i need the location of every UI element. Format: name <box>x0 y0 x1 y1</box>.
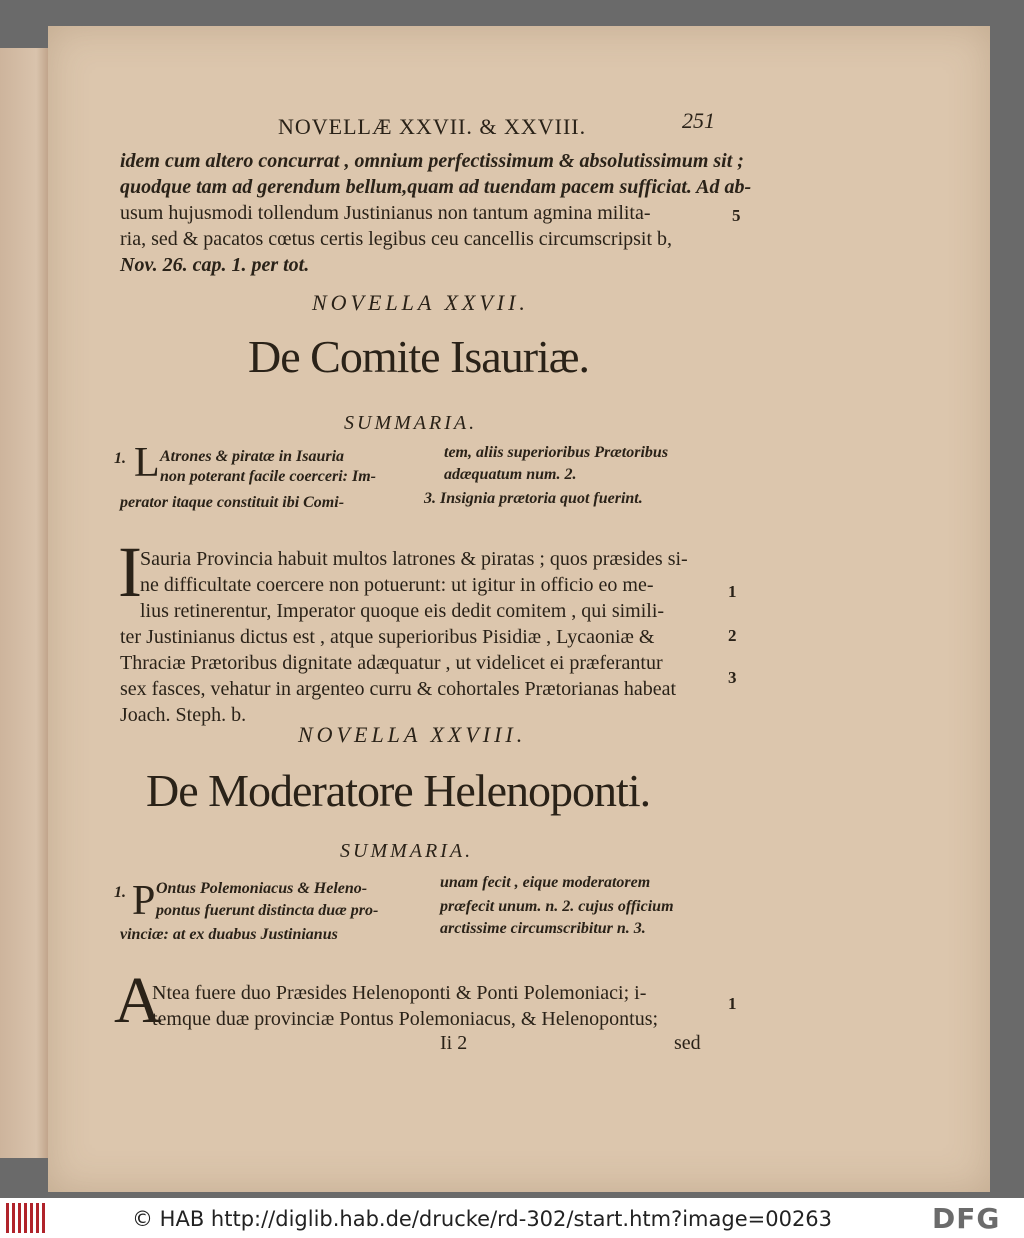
body-line: lius retinerentur, Imperator quoque eis dedit comitem , qui simili- <box>140 600 665 622</box>
body-line: Joach. Steph. b. <box>120 704 247 726</box>
summary-number: 1. <box>114 884 126 901</box>
body-line: temque duæ provinciæ Pontus Polemoniacus, & Helenopontus; <box>152 1008 659 1030</box>
margin-note: 5 <box>732 206 741 225</box>
novella-title: De Comite Isauriæ. <box>248 331 589 382</box>
intro-line: ria, sed & pacatos cœtus certis legibus ceu cancellis circumscripsit b, <box>120 228 673 250</box>
margin-note: 1 <box>728 994 737 1013</box>
summary-right-line: 3. Insignia prætoria quot fuerint. <box>424 490 643 507</box>
summary-left-line: vinciæ: at ex duabus Justinianus <box>120 926 338 943</box>
intro-line: idem cum altero concurrat , omnium perfectissimum & absolutissimum sit ; <box>120 150 744 172</box>
novella-label: NOVELLA XXVIII. <box>298 722 527 747</box>
intro-line: usum hujusmodi tollendum Justinianus non tantum agmina milita- <box>120 202 651 224</box>
body-line: Thraciæ Prætoribus dignitate adæquatur , ut videlicet ei præferantur <box>120 652 663 674</box>
margin-note: 1 <box>728 582 737 601</box>
body-line: Sauria Provincia habuit multos latrones & piratas ; quos præsides si- <box>140 548 688 570</box>
previous-page-edge <box>0 48 52 1158</box>
summary-left-line: non poterant facile coerceri: Im- <box>160 468 376 485</box>
body-line: Ntea fuere duo Præsides Helenoponti & Ponti Polemoniaci; i- <box>152 982 647 1004</box>
signature-mark: Ii 2 <box>440 1032 468 1054</box>
drop-cap: L <box>134 440 160 486</box>
body-line: ter Justinianus dictus est , atque superioribus Pisidiæ , Lycaoniæ & <box>120 626 655 648</box>
summary-left-line: Atrones & piratæ in Isauria <box>160 448 345 465</box>
catchword: sed <box>674 1032 701 1054</box>
summary-right-line: præfecit unum. n. 2. cujus officium <box>440 898 674 915</box>
summary-number: 1. <box>114 450 126 467</box>
summary-right-line: adæquatum num. 2. <box>444 466 577 483</box>
novella-label: NOVELLA XXVII. <box>312 290 529 315</box>
body-line: sex fasces, vehatur in argenteo curru & cohortales Prætorianas habeat <box>120 678 677 700</box>
novella-title: De Moderatore Helenoponti. <box>146 765 651 816</box>
summary-right-line: arctissime circumscribitur n. 3. <box>440 920 646 937</box>
body-line: ne difficultate coercere non potuerunt: ut igitur in officio eo me- <box>140 574 654 596</box>
drop-cap: A <box>114 964 162 1037</box>
summary-right-line: tem, aliis superioribus Prætoribus <box>444 444 669 461</box>
intro-line: quodque tam ad gerendum bellum,quam ad tuendam pacem sufficiat. Ad ab- <box>120 176 752 198</box>
intro-line: Nov. 26. cap. 1. per tot. <box>120 254 310 276</box>
page-number: 251 <box>682 108 715 133</box>
summary-left-line: pontus fuerunt distincta duæ pro- <box>156 902 379 919</box>
margin-note: 3 <box>728 668 737 687</box>
summary-left-line: perator itaque constituit ibi Comi- <box>120 494 345 511</box>
margin-note: 2 <box>728 626 737 645</box>
drop-cap: I <box>118 532 142 612</box>
summaria-heading: SUMMARIA. <box>344 412 478 434</box>
drop-cap: P <box>132 878 156 924</box>
footer-credit-link[interactable]: © HAB http://diglib.hab.de/drucke/rd-302/start.htm?image=00263 <box>132 1207 833 1231</box>
summaria-heading: SUMMARIA. <box>340 840 474 862</box>
running-header: NOVELLÆ XXVII. & XXVIII. <box>278 114 587 139</box>
hab-logo-icon[interactable] <box>6 1203 48 1233</box>
dfg-logo[interactable]: DFG <box>932 1202 1001 1235</box>
summary-right-line: unam fecit , eique moderatorem <box>440 874 651 891</box>
summary-left-line: Ontus Polemoniacus & Heleno- <box>156 880 368 897</box>
